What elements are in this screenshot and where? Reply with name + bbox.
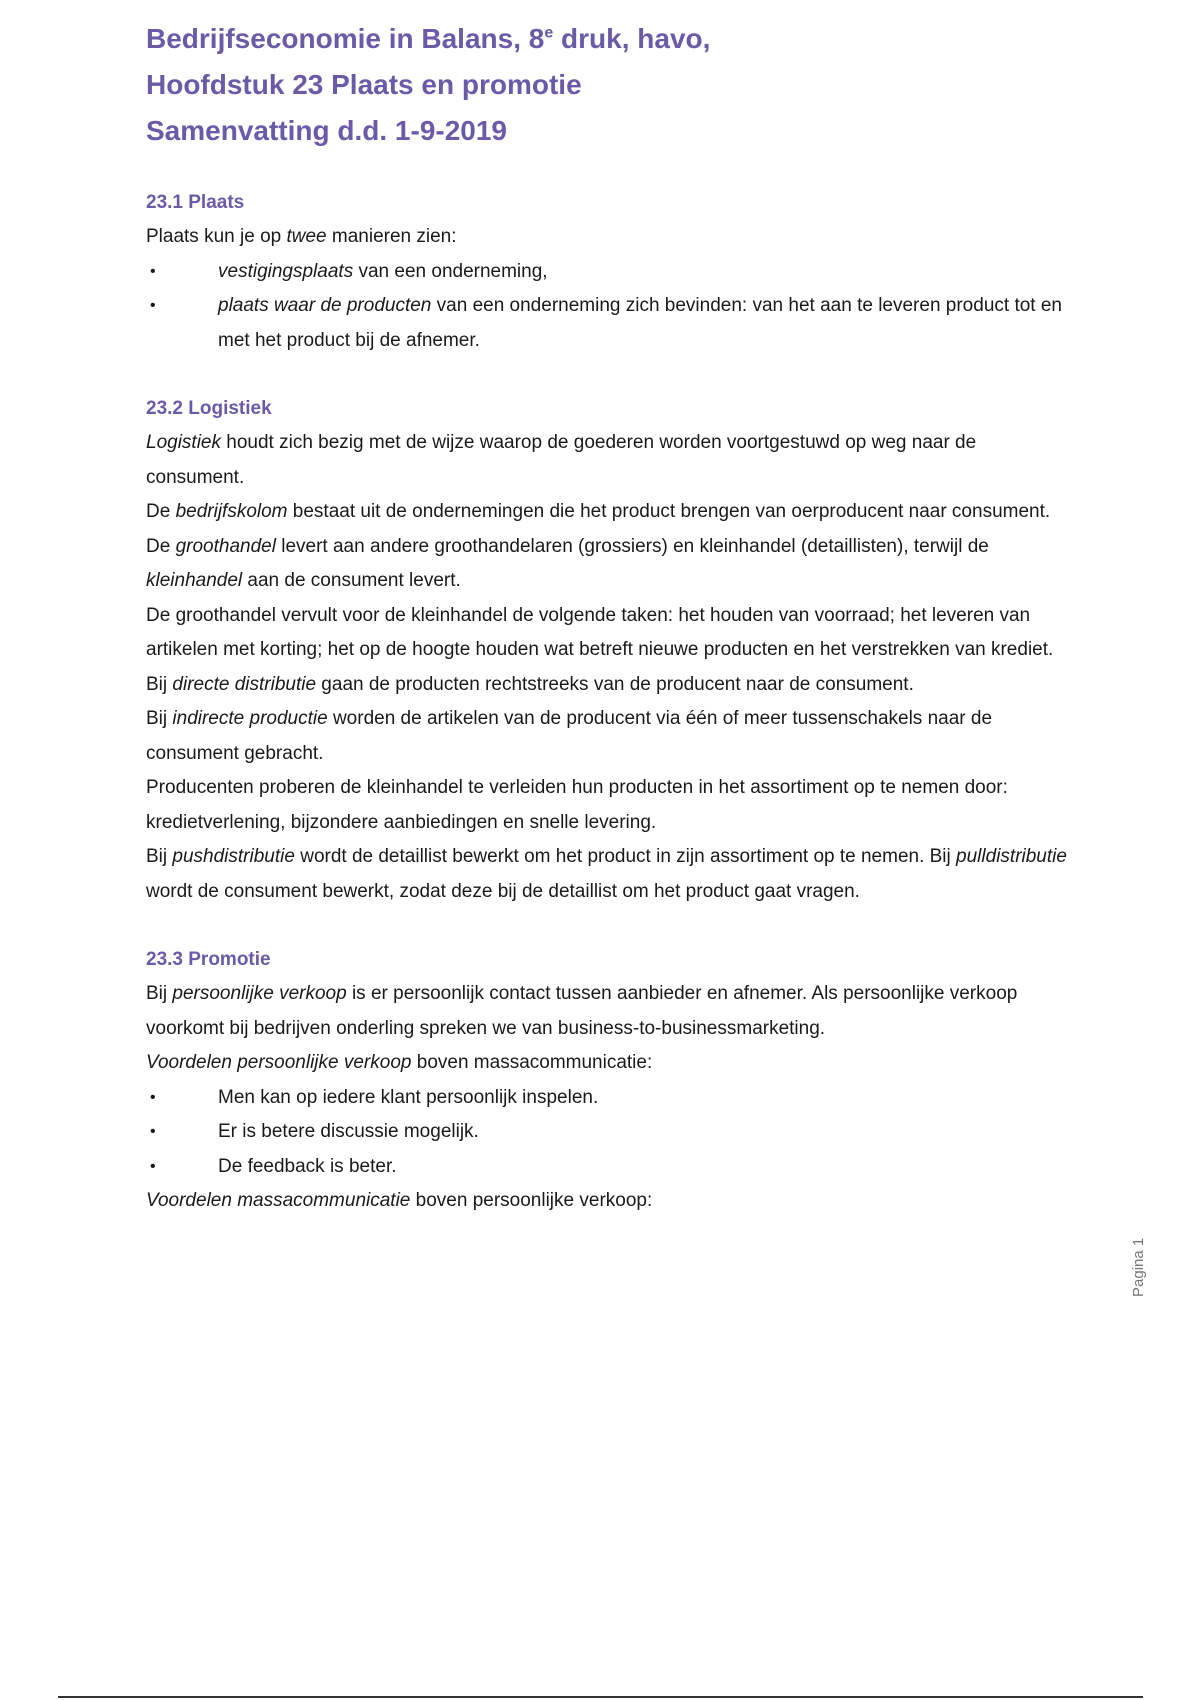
title-line-3: Samenvatting d.d. 1-9-2019 (146, 115, 508, 146)
footer-divider (58, 1696, 1143, 1698)
paragraph: Voordelen massacommunicatie boven persoonlijke verkoop: (146, 1190, 653, 1211)
paragraph: De bedrijfskolom bestaat uit de ondernemingen die het product brengen van oerproducent naar consument. (146, 501, 1051, 522)
paragraph: De groothandel vervult voor de kleinhandel de volgende taken: het houden van voorraad; het leveren van artikelen met korting; het op de hoogte houden wat betreft nieuwe producten en het verstrekken van krediet. (146, 604, 1054, 660)
list-item: • De feedback is beter. (146, 1150, 1076, 1185)
section-heading: 23.2 Logistiek (146, 398, 272, 419)
section-23-3 (146, 943, 1076, 1219)
list-item: • Er is betere discussie mogelijk. (146, 1115, 1076, 1150)
paragraph: Bij persoonlijke verkoop is er persoonlijk contact tussen aanbieder en afnemer. Als persoonlijke verkoop voorkomt bij bedrijven onderling spreken we van business-to-businessmarketing. (146, 983, 1018, 1039)
list-item: • Men kan op iedere klant persoonlijk inspelen. (146, 1081, 1076, 1116)
document-body (146, 186, 1076, 1253)
paragraph: Bij indirecte productie worden de artikelen van de producent via één of meer tussenschakels naar de consument gebracht. (146, 708, 993, 764)
section-23-2 (146, 392, 1076, 909)
bullet-list (146, 1081, 1076, 1185)
bullet-icon: • (150, 262, 156, 280)
list-item: • plaats waar de producten van een onderneming zich bevinden: van het aan te leveren product tot en met het product bij de afnemer. (146, 289, 1076, 358)
paragraph: Bij directe distributie gaan de producten rechtstreeks van de producent naar de consument. (146, 673, 914, 695)
document-title-block (146, 16, 710, 154)
list-item: • vestigingsplaats van een onderneming, (146, 255, 1076, 290)
paragraph: Voordelen persoonlijke verkoop boven massacommunicatie: (146, 1052, 653, 1073)
section-heading: 23.1 Plaats (146, 192, 245, 213)
title-line-2: Hoofdstuk 23 Plaats en promotie (146, 69, 582, 100)
title-line-1: Bedrijfseconomie in Balans, 8e druk, havo, (146, 23, 711, 54)
page-number-label: Pagina 1 (1130, 1237, 1147, 1297)
bullet-list (146, 255, 1076, 359)
paragraph: Producenten proberen de kleinhandel te verleiden hun producten in het assortiment op te nemen door: kredietverlening, bijzondere aanbiedingen en snelle levering. (146, 777, 1008, 833)
section-23-1 (146, 186, 1076, 358)
bullet-icon: • (150, 297, 156, 314)
paragraph: De groothandel levert aan andere groothandelaren (grossiers) en kleinhandel (detaillisten), terwijl de kleinhandel aan de consument levert. (146, 535, 989, 591)
bullet-icon: • (150, 1123, 156, 1140)
section-heading: 23.3 Promotie (146, 949, 271, 970)
bullet-icon: • (150, 1088, 156, 1106)
bullet-icon: • (150, 1157, 156, 1175)
paragraph: Plaats kun je op twee manieren zien: (146, 226, 457, 247)
paragraph: Bij pushdistributie wordt de detaillist bewerkt om het product in zijn assortiment op te nemen. Bij pulldistributie wordt de consument bewerkt, zodat deze bij de detaillist om het product gaat vragen. (146, 846, 1067, 902)
paragraph: Logistiek houdt zich bezig met de wijze waarop de goederen worden voortgestuwd op weg naar de consument. (146, 432, 977, 488)
